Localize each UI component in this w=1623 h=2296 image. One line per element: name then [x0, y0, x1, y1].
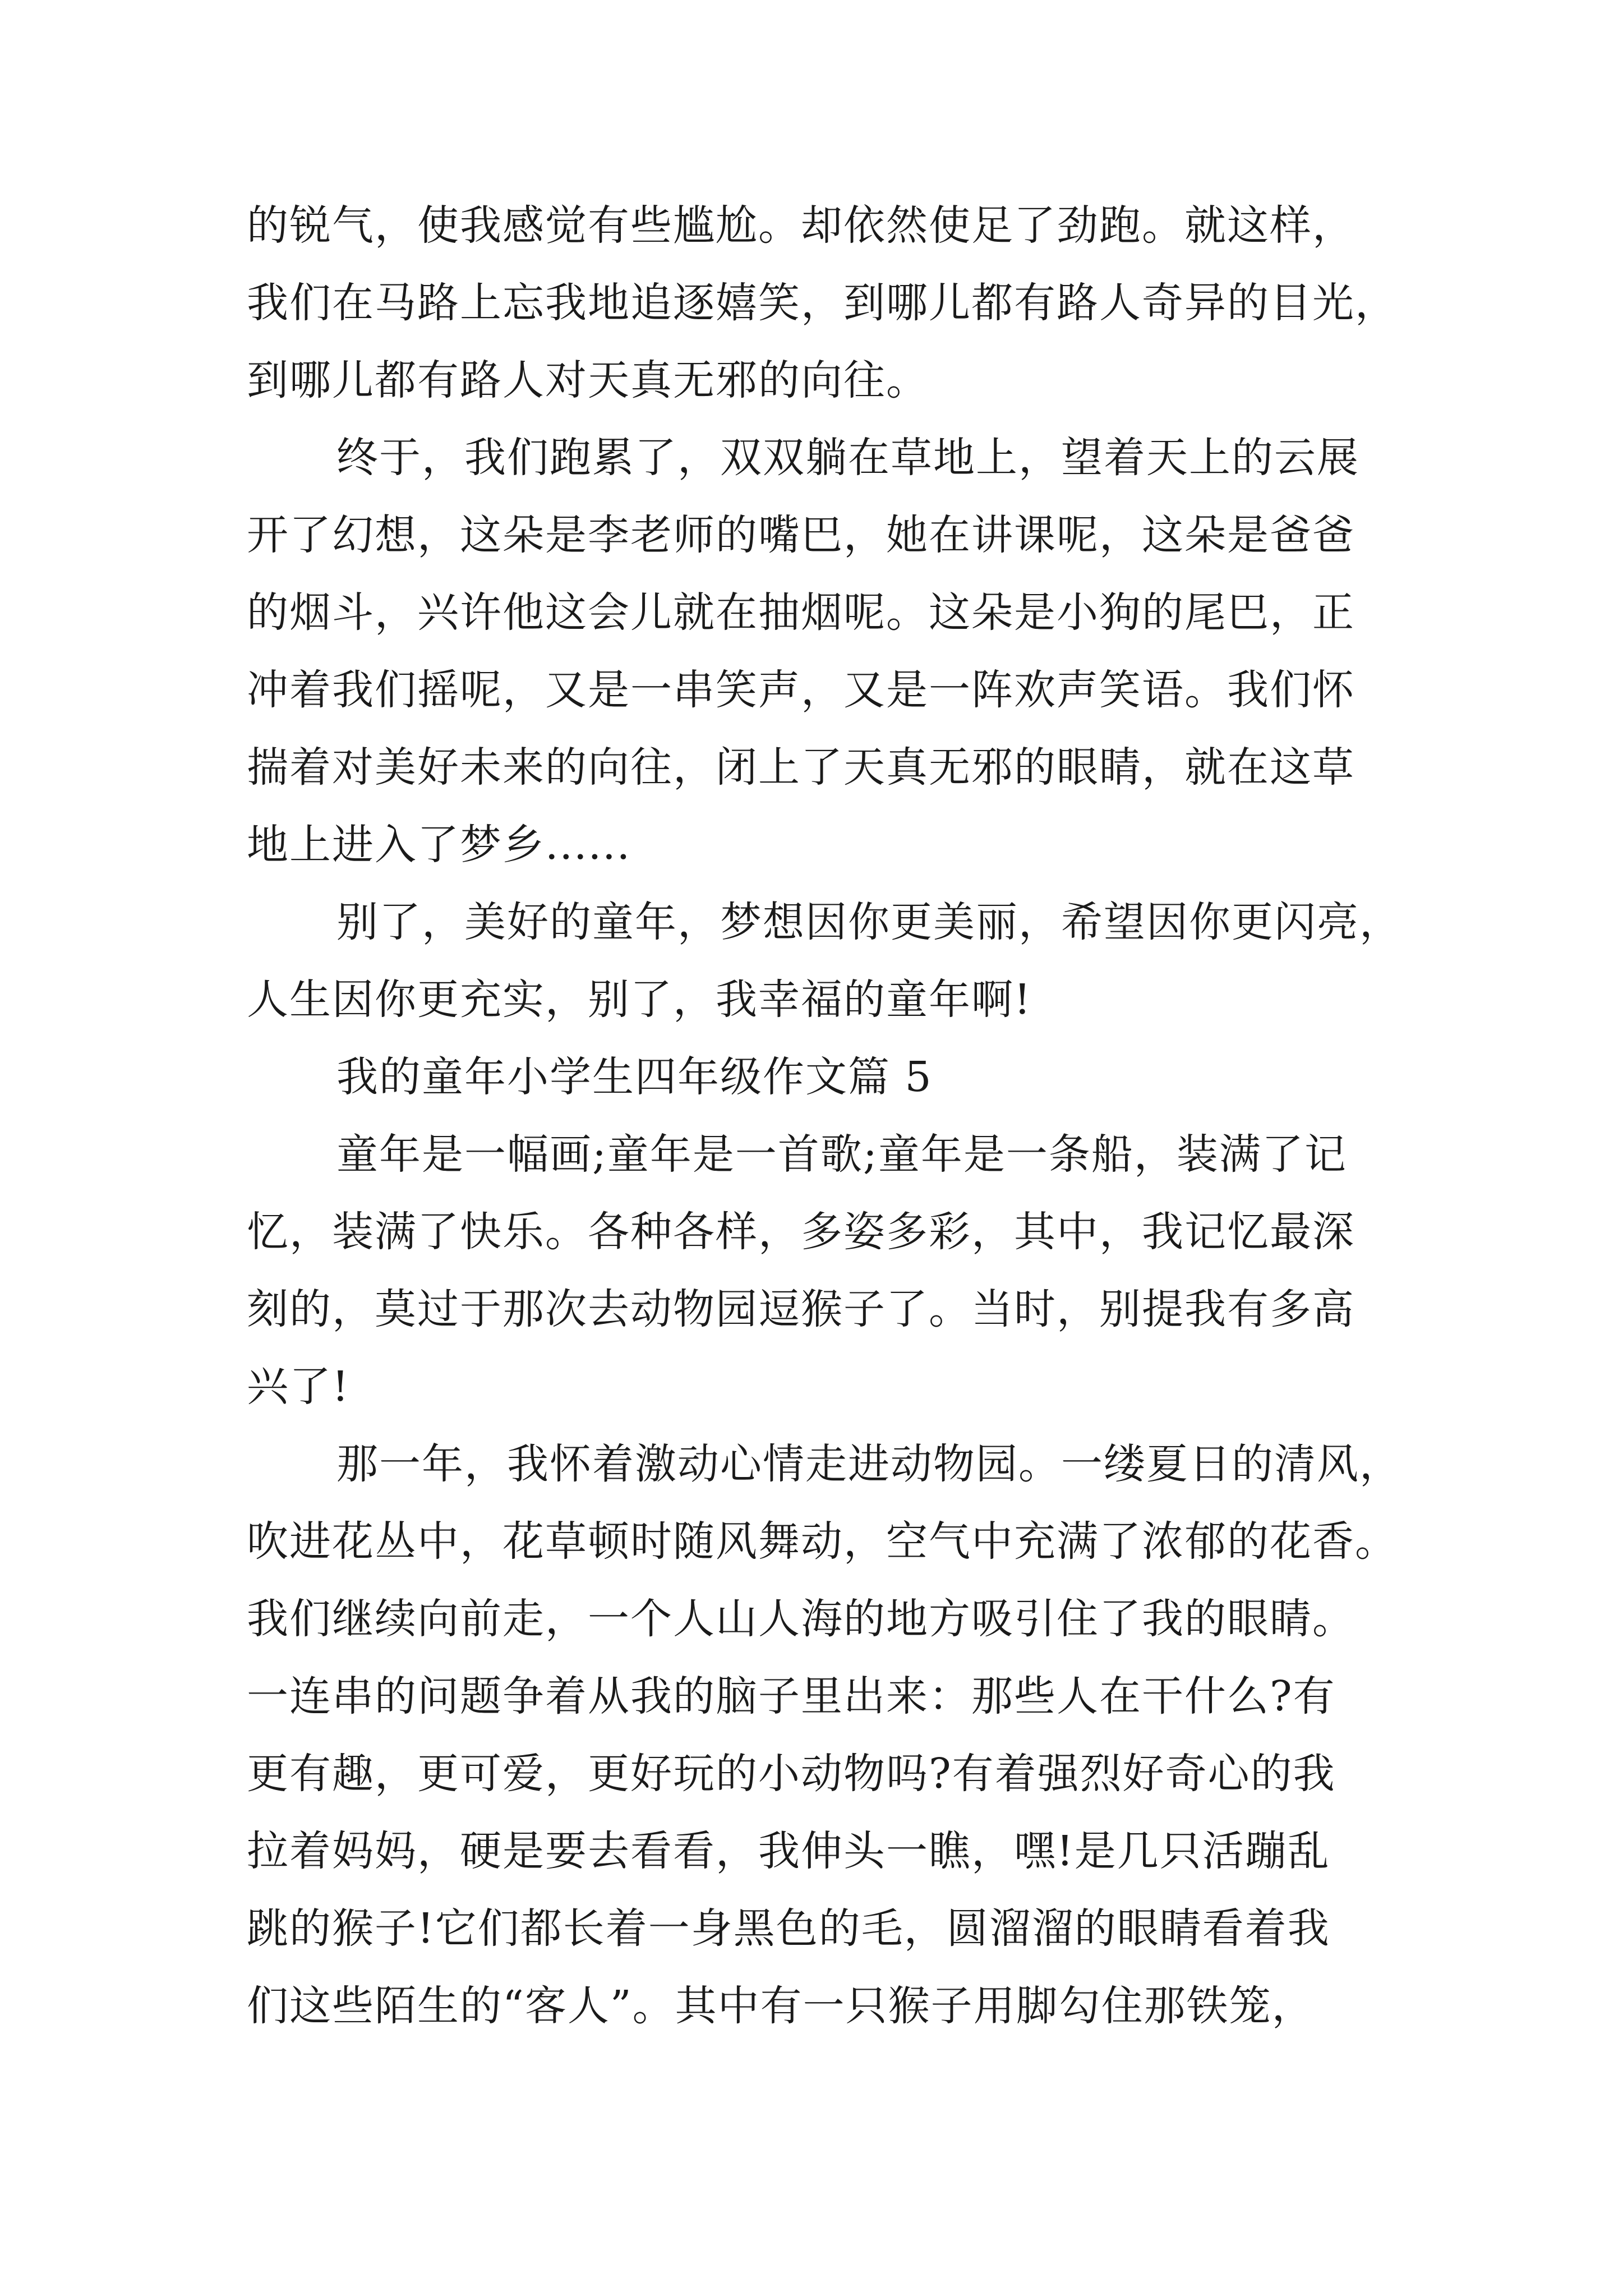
- text-line: 人生因你更充实，别了，我幸福的童年啊!: [247, 976, 1032, 1024]
- text-line: 忆，装满了快乐。各种各样，多姿多彩，其中，我记忆最深: [247, 1208, 1355, 1256]
- text-line: 我们在马路上忘我地追逐嬉笑，到哪儿都有路人奇异的目光，: [247, 279, 1398, 327]
- text-line: 更有趣，更可爱，更好玩的小动物吗?有着强烈好奇心的我: [247, 1750, 1336, 1798]
- paragraph-start-line: 别了，美好的童年，梦想因你更美丽，希望因你更闪亮，: [336, 898, 1402, 946]
- text-line: 吹进花丛中，花草顿时随风舞动，空气中充满了浓郁的花香。: [247, 1517, 1398, 1566]
- text-line: 开了幻想，这朵是李老师的嘴巴，她在讲课呢，这朵是爸爸: [247, 511, 1355, 559]
- text-line: 冲着我们摇呢，又是一串笑声，又是一阵欢声笑语。我们怀: [247, 666, 1355, 714]
- text-line: 地上进入了梦乡......: [247, 821, 631, 869]
- text-line: 的锐气，使我感觉有些尴尬。却依然使足了劲跑。就这样，: [247, 201, 1355, 250]
- paragraph-start-line: 那一年，我怀着激动心情走进动物园。一缕夏日的清风，: [336, 1440, 1402, 1488]
- text-line: 拉着妈妈，硬是要去看看，我伸头一瞧，嘿!是几只活蹦乱: [247, 1827, 1330, 1875]
- text-line: 跳的猴子!它们都长着一身黑色的毛，圆溜溜的眼睛看着我: [247, 1904, 1330, 1953]
- text-line: 刻的，莫过于那次去动物园逗猴子了。当时，别提我有多高: [247, 1285, 1355, 1333]
- paragraph-start-line: 童年是一幅画;童年是一首歌;童年是一条船，装满了记: [336, 1130, 1347, 1179]
- text-line: 的烟斗，兴许他这会儿就在抽烟呢。这朵是小狗的尾巴，正: [247, 588, 1355, 637]
- text-line: 到哪儿都有路人对天真无邪的向往。: [247, 356, 929, 404]
- paragraph-start-line: 终于，我们跑累了，双双躺在草地上，望着天上的云展: [336, 434, 1359, 482]
- text-line: 们这些陌生的“客人”。其中有一只猴子用脚勾住那铁笼，: [247, 1982, 1315, 2030]
- text-line: 揣着对美好未来的向往，闭上了天真无邪的眼睛，就在这草: [247, 743, 1355, 792]
- text-line: 一连串的问题争着从我的脑子里出来：那些人在干什么?有: [247, 1672, 1336, 1720]
- section-heading: 我的童年小学生四年级作文篇 5: [336, 1053, 933, 1101]
- text-line: 我们继续向前走，一个人山人海的地方吸引住了我的眼睛。: [247, 1595, 1355, 1643]
- text-line: 兴了!: [247, 1363, 350, 1411]
